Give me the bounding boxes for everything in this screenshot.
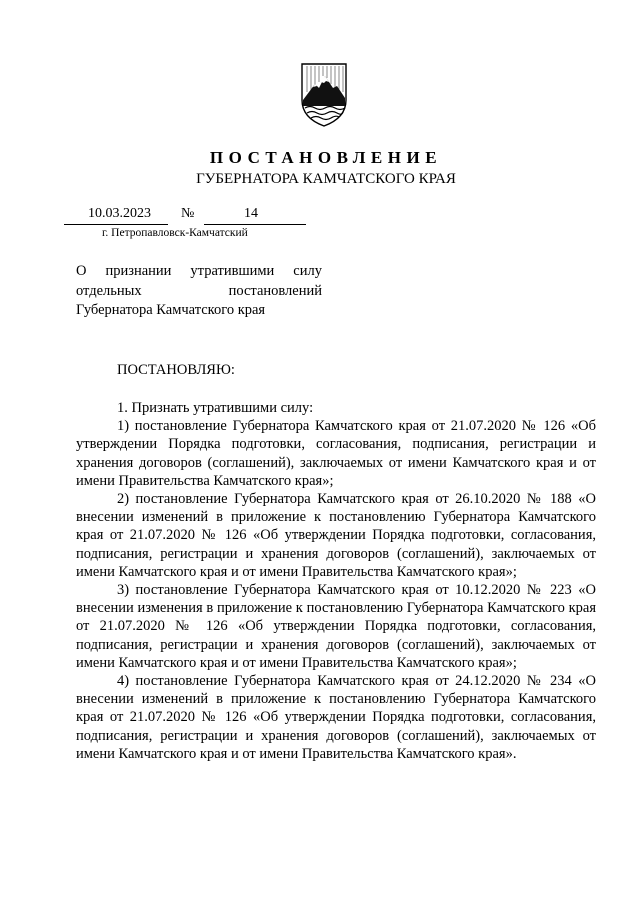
body-intro: 1. Признать утратившими силу: (117, 400, 314, 416)
document-title: ПОСТАНОВЛЕНИЕ (209, 148, 443, 167)
document-subject (76, 262, 322, 321)
document-number: 14 (244, 206, 258, 221)
document-subtitle: ГУБЕРНАТОРА КАМЧАТСКОГО КРАЯ (196, 171, 456, 187)
number-sign: № (181, 206, 195, 221)
document-city: г. Петропавловск-Камчатский (102, 227, 248, 239)
subject-line-1: О признании утратившими силу отдельных постановлений (76, 263, 322, 299)
document-body (76, 399, 596, 763)
resolve-heading: ПОСТАНОВЛЯЮ: (117, 362, 235, 378)
body-item-2: 2) постановление Губернатора Камчатского края от 26.10.2020 № 188 «О внесении изменений в приложение к постановлению Губернатора Камчатского края от 21.07.2020 № 126 «Об утверждении Порядка подготовки, согласования, подписания, регистрации и хранения договоров (соглашений), заключаемых от имени Камчатского края и от имени Правительства Камчатского края»; (76, 491, 596, 580)
date-underline (64, 224, 168, 225)
subject-line-2: Губернатора Камчатского края (76, 302, 266, 318)
number-underline (204, 224, 306, 225)
document-date: 10.03.2023 (88, 206, 151, 221)
body-item-3: 3) постановление Губернатора Камчатского края от 10.12.2020 № 223 «О внесении изменения в приложение к постановлению Губернатора Камчатского края от 21.07.2020 № 126 «Об утверждении Порядка подготовки, согласования, подписания, регистрации и хранения договоров (соглашений), заключаемых от имени Камчатского края и от имени Правительства Камчатского края»; (76, 582, 596, 671)
body-item-1: 1) постановление Губернатора Камчатского края от 21.07.2020 № 126 «Об утверждении Порядка подготовки, согласования, подписания, регистрации и хранения договоров (соглашений), заключаемых от имени Камчатского края и от имени Правительства Камчатского края»; (76, 418, 596, 489)
body-item-4: 4) постановление Губернатора Камчатского края от 24.12.2020 № 234 «О внесении изменений в приложение к постановлению Губернатора Камчатского края от 21.07.2020 № 126 «Об утверждении Порядка подготовки, согласования, подписания, регистрации и хранения договоров (соглашений), заключаемых от имени Камчатского края и от имени Правительства Камчатского края». (76, 673, 596, 762)
kamchatka-coat-of-arms-icon (299, 62, 349, 128)
